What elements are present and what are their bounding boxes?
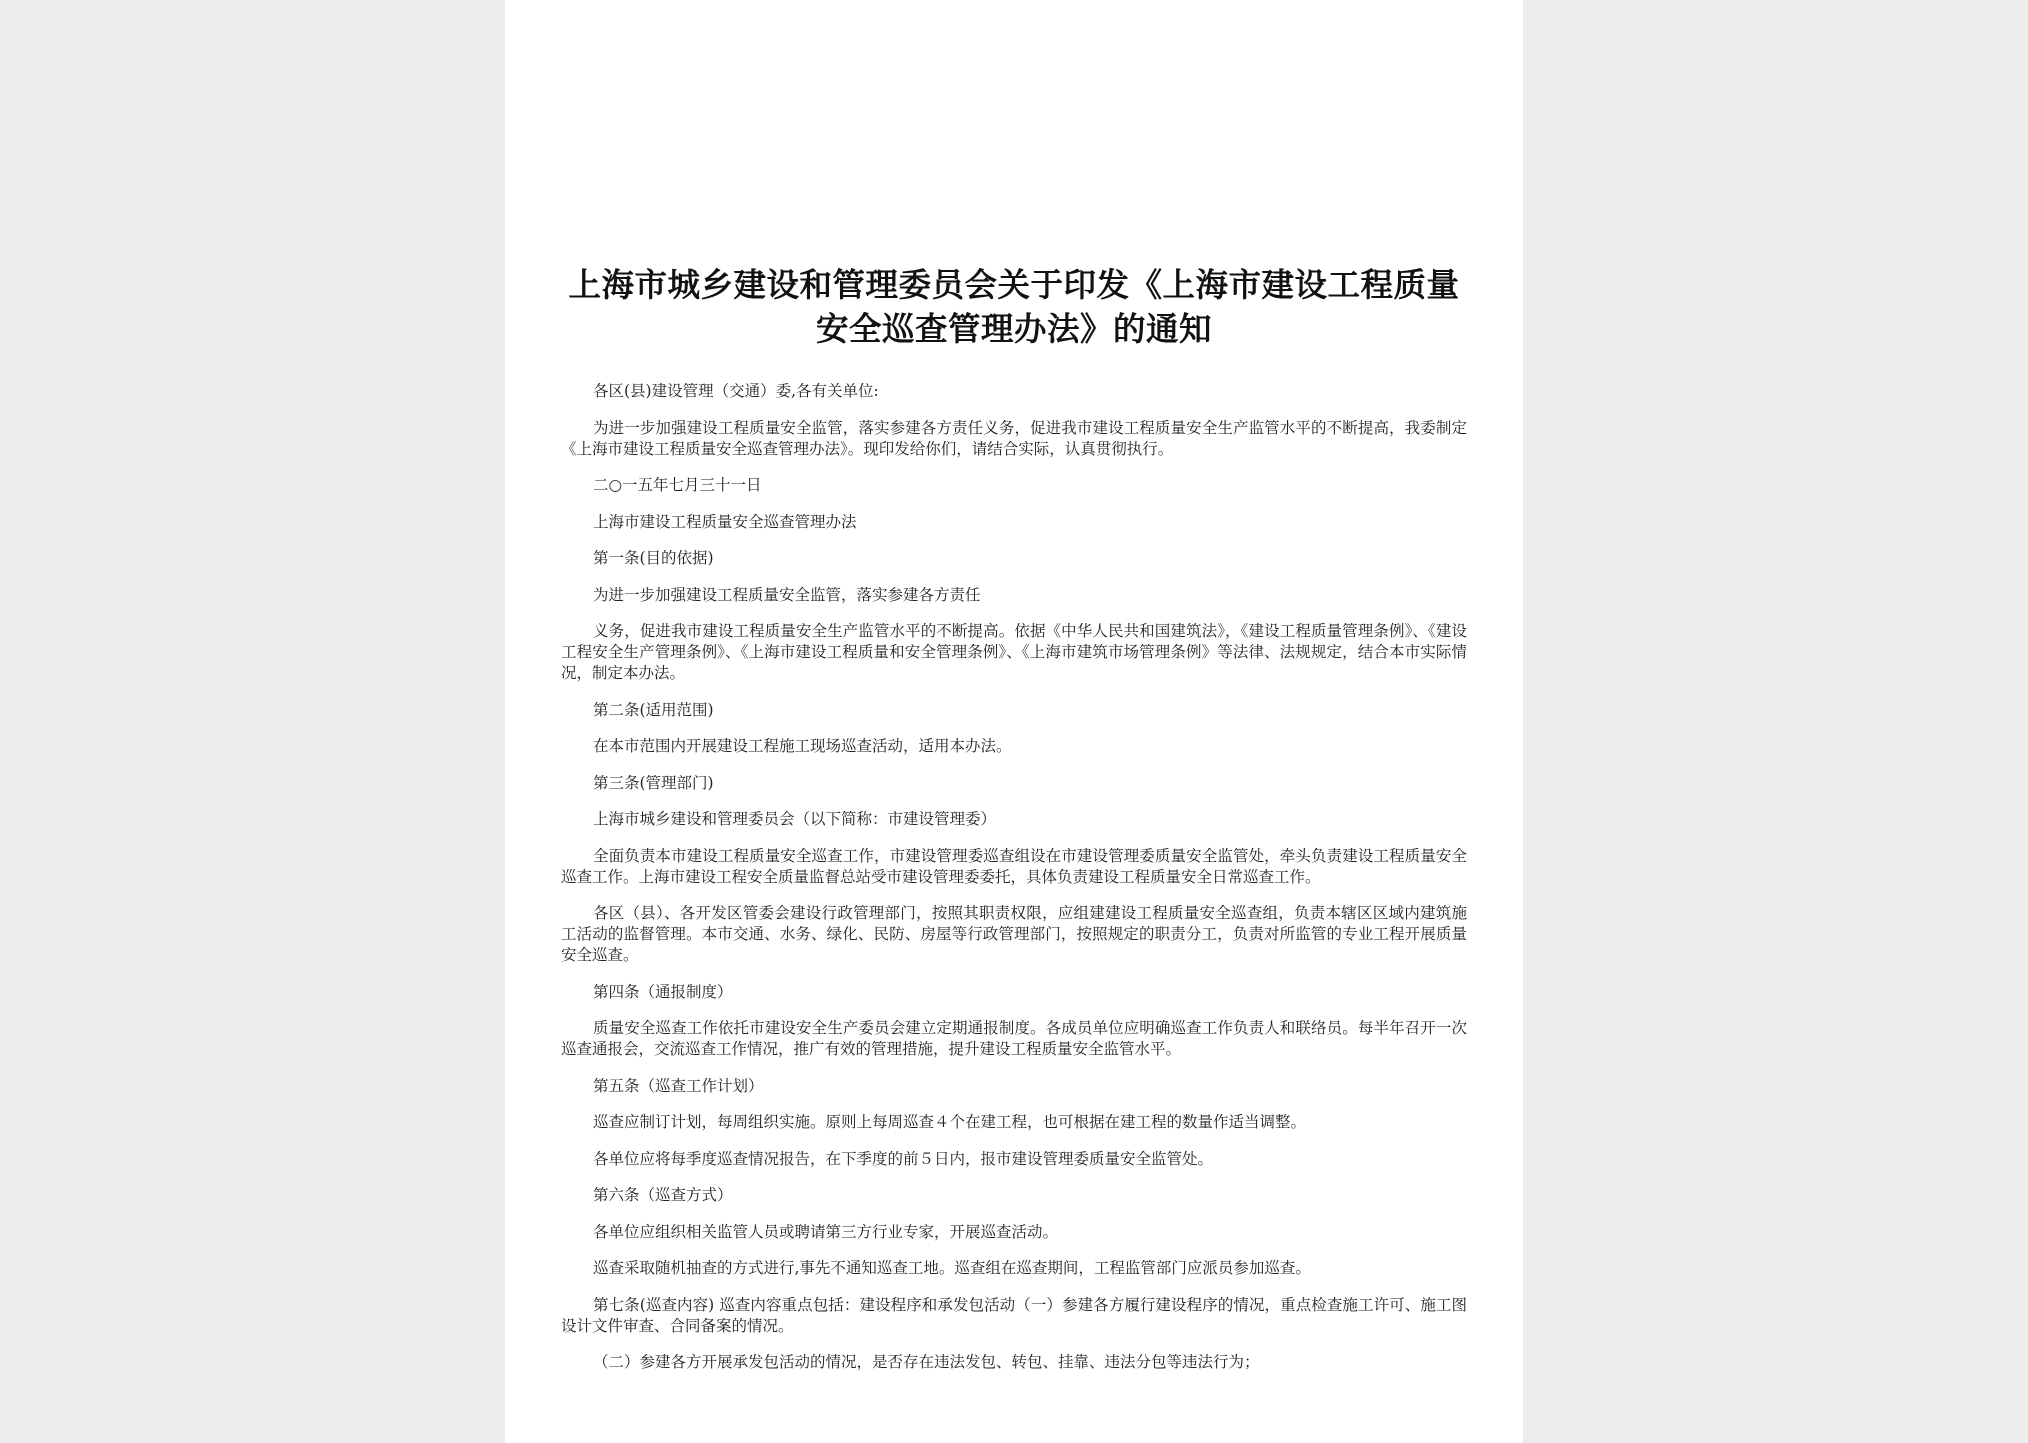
- document-page: [505, 0, 1523, 1443]
- document-title: 上海市城乡建设和管理委员会关于印发《上海市建设工程质量安全巡查管理办法》的通知: [568, 266, 1460, 348]
- body-paragraph: 巡查采取随机抽查的方式进行,事先不通知巡查工地。巡查组在巡查期间，工程监管部门应派员参加巡查。: [593, 1259, 1311, 1277]
- body-paragraph: 为进一步加强建设工程质量安全监管，落实参建各方责任义务，促进我市建设工程质量安全生产监管水平的不断提高，我委制定《上海市建设工程质量安全巡查管理办法》。现印发给你们，请结合实际，认真贯彻执行。: [561, 418, 1467, 458]
- body-paragraph: 上海市城乡建设和管理委员会（以下简称：市建设管理委）: [593, 810, 997, 828]
- article-heading: 第五条（巡查工作计划）: [593, 1076, 764, 1095]
- body-paragraph: 各单位应将每季度巡查情况报告，在下季度的前５日内，报市建设管理委质量安全监管处。: [593, 1149, 1214, 1168]
- article-heading: 第一条(目的依据): [593, 549, 714, 567]
- body-paragraph: 第七条(巡查内容) 巡查内容重点包括：建设程序和承发包活动（一）参建各方履行建设程序的情况，重点检查施工许可、施工图设计文件审查、合同备案的情况。: [561, 1295, 1467, 1335]
- body-paragraph: 质量安全巡查工作依托市建设安全生产委员会建立定期通报制度。各成员单位应明确巡查工作负责人和联络员。每半年召开一次巡查通报会，交流巡查工作情况，推广有效的管理措施，提升建设工程质量安全监管水平。: [561, 1019, 1467, 1058]
- body-paragraph: 巡查应制订计划，每周组织实施。原则上每周巡查４个在建工程，也可根据在建工程的数量作适当调整。: [593, 1113, 1307, 1131]
- measures-title: 上海市建设工程质量安全巡查管理办法: [593, 512, 857, 531]
- body-paragraph: 为进一步加强建设工程质量安全监管，落实参建各方责任: [593, 585, 981, 604]
- body-paragraph: 在本市范围内开展建设工程施工现场巡查活动，适用本办法。: [593, 737, 1012, 755]
- article-heading: 第四条（通报制度）: [593, 982, 733, 1001]
- issue-date: 二○一五年七月三十一日: [593, 476, 762, 494]
- article-heading: 第六条（巡查方式）: [593, 1186, 733, 1204]
- body-paragraph: 义务，促进我市建设工程质量安全生产监管水平的不断提高。依据《中华人民共和国建筑法》，《建设工程质量管理条例》、《建设工程安全生产管理条例》、《上海市建设工程质量和安全管理条例》、《上海市建筑市场管理条例》等法律、法规规定，结合本市实际情况，制定本办法。: [561, 622, 1467, 682]
- body-paragraph: 全面负责本市建设工程质量安全巡查工作，市建设管理委巡查组设在市建设管理委质量安全监管处，牵头负责建设工程质量安全巡查工作。上海市建设工程安全质量监督总站受市建设管理委委托，具体负责建设工程质量安全日常巡查工作。: [561, 846, 1467, 886]
- document-body: [561, 381, 1467, 1373]
- body-paragraph: 各单位应组织相关监管人员或聘请第三方行业专家，开展巡查活动。: [593, 1222, 1059, 1241]
- article-heading: 第二条(适用范围): [593, 700, 714, 719]
- body-paragraph: 各区（县）、各开发区管委会建设行政管理部门，按照其职责权限，应组建建设工程质量安全巡查组，负责本辖区区域内建筑施工活动的监督管理。本市交通、水务、绿化、民防、房屋等行政管理部门，按照规定的职责分工，负责对所监管的专业工程开展质量安全巡查。: [561, 904, 1467, 964]
- article-heading: 第三条(管理部门): [593, 773, 714, 792]
- body-paragraph: （二）参建各方开展承发包活动的情况，是否存在违法发包、转包、挂靠、违法分包等违法行为；: [593, 1353, 1260, 1371]
- salutation: 各区(县)建设管理（交通）委,各有关单位:: [593, 382, 879, 400]
